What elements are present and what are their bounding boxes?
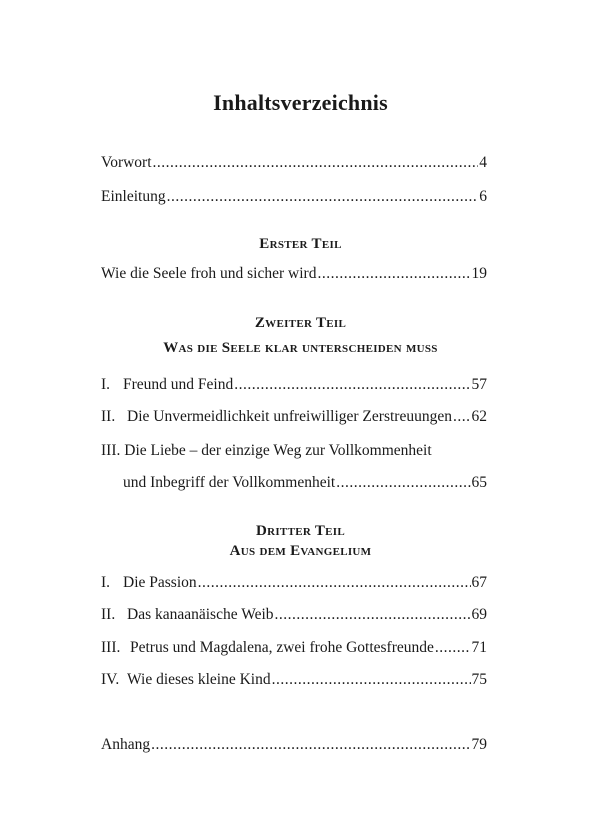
toc-entry-text: Vorwort: [101, 154, 152, 171]
toc-entry-text: Die Unvermeidlichkeit unfreiwilliger Zerstreuungen: [127, 408, 452, 425]
toc-entry-einleitung: [101, 188, 487, 206]
toc-entry: [101, 408, 487, 426]
toc-page-number: 75: [471, 671, 487, 688]
toc-page-number: 4: [479, 154, 487, 171]
toc-entry-text: Die Liebe – der einzige Weg zur Vollkommenheit: [124, 442, 432, 459]
toc-entry-number: IV.: [101, 671, 120, 688]
toc-entry: [101, 265, 487, 283]
dot-leader: [317, 265, 470, 283]
dot-leader: [453, 408, 471, 426]
part-heading: Dritter Teil: [255, 523, 346, 539]
toc-entry-continuation: [101, 474, 487, 492]
dot-leader: [151, 736, 470, 754]
part-heading: Zweiter Teil: [254, 315, 347, 331]
toc-entry: [101, 442, 487, 460]
toc-entry-text: Wie dieses kleine Kind: [127, 671, 271, 688]
toc-entry-anhang: [101, 736, 487, 754]
toc-entry-text: Die Passion: [123, 574, 197, 591]
toc-entry: [101, 639, 487, 657]
toc-page-number: 57: [471, 376, 487, 393]
dot-leader: [167, 188, 479, 206]
toc-entry-text: und Inbegriff der Vollkommenheit: [123, 474, 336, 491]
dot-leader: [198, 574, 471, 592]
toc-entry-number: III.: [101, 442, 121, 459]
toc-page-number: 62: [471, 408, 487, 425]
toc-entry: [101, 376, 487, 394]
toc-page-number: 79: [471, 736, 487, 753]
dot-leader: [153, 154, 479, 172]
page-title: Inhaltsverzeichnis: [213, 90, 388, 115]
toc-entry-number: I.: [101, 376, 111, 393]
toc-page-number: 71: [471, 639, 487, 656]
toc-entry-text: Wie die Seele froh und sicher wird: [101, 265, 317, 282]
toc-page-number: 69: [471, 606, 487, 623]
toc-entry: [101, 606, 487, 624]
toc-entry-number: III.: [101, 639, 121, 656]
part-subheading: Aus dem Evangelium: [229, 543, 372, 559]
toc-entry-text: Das kanaanäische Weib: [127, 606, 274, 623]
toc-entry-text: Anhang: [101, 736, 151, 753]
toc-entry-number: II.: [101, 606, 116, 623]
toc-entry: [101, 671, 487, 689]
toc-entry-vorwort: [101, 154, 487, 172]
dot-leader: [336, 474, 470, 492]
toc-entry-text: Einleitung: [101, 188, 166, 205]
dot-leader: [272, 671, 471, 689]
toc-page-number: 65: [471, 474, 487, 491]
dot-leader: [275, 606, 471, 624]
toc-entry-text: Freund und Feind: [123, 376, 234, 393]
toc-entry-text: Petrus und Magdalena, zwei frohe Gottesfreunde: [130, 639, 434, 656]
toc-entry-number: II.: [101, 408, 116, 425]
part-heading: Erster Teil: [259, 236, 342, 252]
toc-page-number: 19: [471, 265, 487, 282]
dot-leader: [435, 639, 471, 657]
toc-entry-number: I.: [101, 574, 111, 591]
toc-page-number: 67: [471, 574, 487, 591]
dot-leader: [234, 376, 470, 394]
toc-page-number: 6: [479, 188, 487, 205]
toc-entry: [101, 574, 487, 592]
part-subheading: Was die Seele klar unterscheiden muss: [163, 340, 438, 356]
